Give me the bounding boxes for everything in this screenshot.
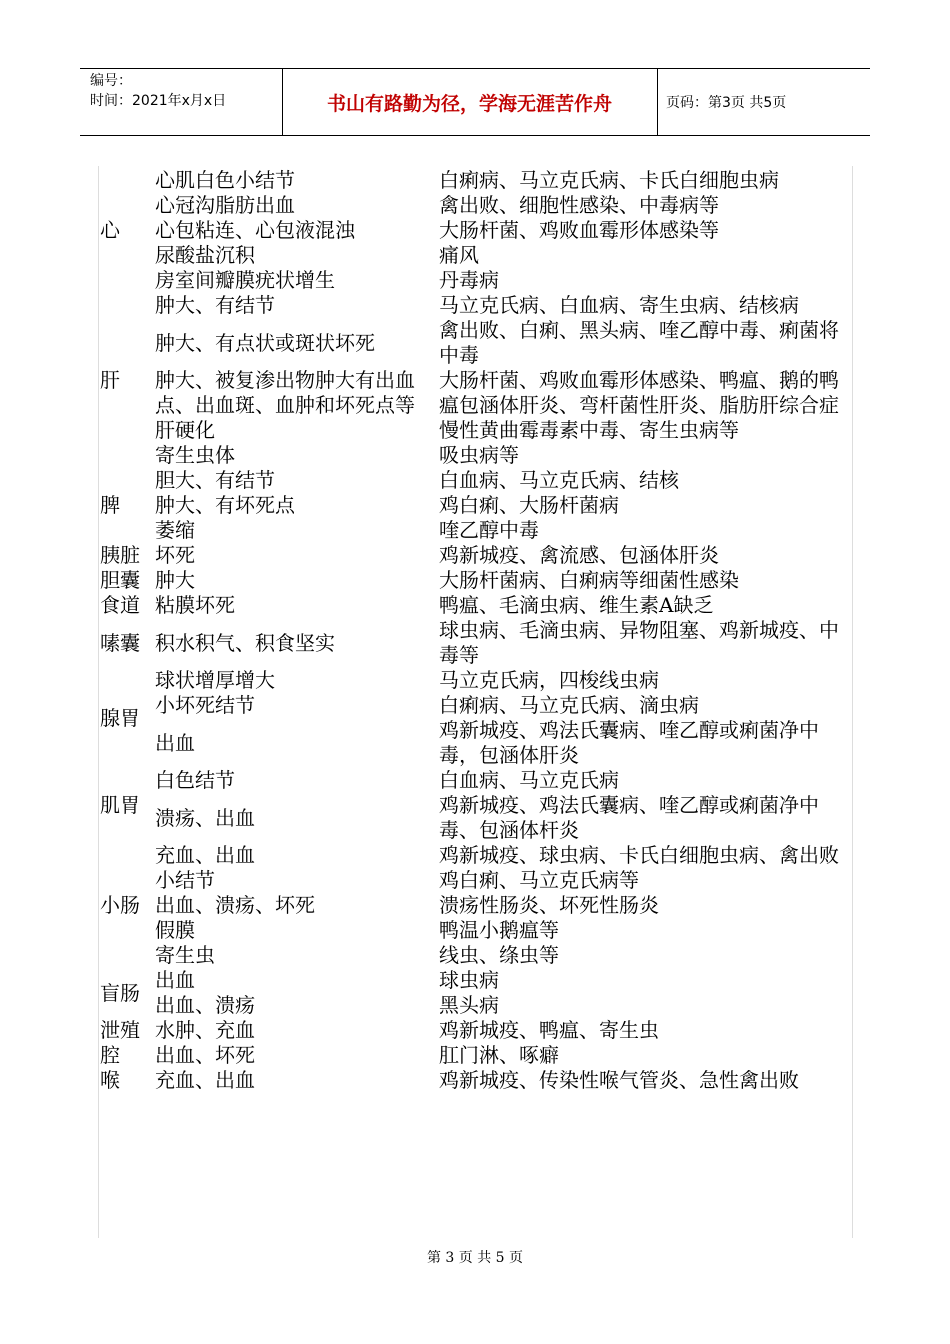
symptom-cell: 出血	[155, 730, 195, 755]
disease-cell: 鸡白痢、马立克氏病等	[439, 868, 639, 892]
table-right-border	[852, 166, 853, 1238]
table-row	[98, 893, 852, 918]
header-motto: 书山有路勤为径，学海无涯苦作舟	[326, 92, 612, 115]
symptom-cell: 充血、出血	[155, 843, 255, 867]
header-page-number: 页码：第3页 共5页	[666, 95, 787, 111]
table-row	[98, 1018, 852, 1043]
organ-cell: 食道	[100, 593, 140, 617]
table-row	[98, 418, 852, 443]
symptom-cell: 出血、溃疡、坏死	[155, 893, 315, 917]
symptom-cell: 肿大、被复渗出物肿大有出血点、出血斑、血肿和坏死点等	[155, 368, 415, 417]
organ-cell: 心	[100, 218, 120, 242]
symptom-cell: 寄生虫体	[155, 443, 235, 467]
disease-cell: 喹乙醇中毒	[439, 518, 539, 542]
page-header	[80, 68, 870, 136]
symptom-cell: 心肌白色小结节	[155, 168, 295, 192]
symptom-cell: 出血、坏死	[155, 1043, 255, 1067]
symptom-cell: 积水积气、积食坚实	[155, 630, 335, 655]
disease-cell: 球虫病、毛滴虫病、异物阻塞、鸡新城疫、中毒等	[439, 618, 839, 667]
disease-cell: 痛风	[439, 243, 479, 267]
symptom-cell: 心冠沟脂肪出血	[155, 193, 295, 217]
symptom-cell: 溃疡、出血	[155, 805, 255, 830]
disease-cell: 白血病、马立克氏病、结核	[439, 468, 679, 492]
disease-cell: 白血病、马立克氏病	[439, 768, 619, 792]
table-row	[98, 268, 852, 293]
disease-cell: 鸡新城疫、禽流感、包涵体肝炎	[439, 543, 719, 567]
symptom-cell: 肿大	[155, 568, 195, 592]
table-row	[98, 568, 852, 593]
page-footer: 第 3 页 共 5 页	[426, 1250, 524, 1266]
table-row	[98, 468, 852, 493]
symptom-cell: 出血	[155, 968, 195, 992]
disease-cell: 鸡新城疫、鸡法氏囊病、喹乙醇或痢菌净中毒，包涵体肝炎	[439, 718, 819, 767]
disease-cell: 鸡新城疫、球虫病、卡氏白细胞虫病、禽出败	[439, 843, 839, 867]
disease-cell: 吸虫病等	[439, 443, 519, 467]
disease-cell: 马立克氏病、白血病、寄生虫病、结核病	[439, 293, 799, 317]
table-row	[98, 543, 852, 568]
organ-cell: 脾	[100, 493, 120, 517]
lesion-table	[98, 168, 852, 1093]
disease-cell: 鸡新城疫、鸡法氏囊病、喹乙醇或痢菌净中毒、包涵体杆炎	[439, 793, 819, 842]
symptom-cell: 肝硬化	[155, 418, 215, 442]
table-row	[98, 918, 852, 943]
symptom-cell: 心包粘连、心包液混浊	[155, 218, 355, 242]
table-row	[98, 618, 852, 668]
table-row	[98, 168, 852, 193]
table-row	[98, 368, 852, 418]
disease-cell: 禽出败、白痢、黑头病、喹乙醇中毒、痢菌将中毒	[439, 318, 839, 367]
disease-cell: 溃疡性肠炎、坏死性肠炎	[439, 893, 659, 917]
organ-cell: 肌胃	[100, 793, 140, 817]
disease-cell: 鸭温小鹅瘟等	[439, 918, 559, 942]
disease-cell: 鸡白痢、大肠杆菌病	[439, 493, 619, 517]
disease-cell: 鸡新城疫、传染性喉气管炎、急性禽出败	[439, 1068, 799, 1092]
table-row	[98, 793, 852, 843]
symptom-cell: 胆大、有结节	[155, 468, 275, 492]
table-row	[98, 443, 852, 468]
disease-cell: 鸡新城疫、鸭瘟、寄生虫	[439, 1018, 659, 1042]
disease-cell: 白痢病、马立克氏病、滴虫病	[439, 693, 699, 717]
table-row	[98, 943, 852, 968]
organ-cell: 胰脏	[100, 543, 140, 567]
symptom-cell: 肿大、有点状或斑状坏死	[155, 330, 375, 355]
disease-cell: 丹毒病	[439, 268, 499, 292]
disease-cell: 线虫、绦虫等	[439, 943, 559, 967]
symptom-cell: 小结节	[155, 868, 215, 892]
symptom-cell: 寄生虫	[155, 943, 215, 967]
table-row	[98, 1068, 852, 1093]
table-row	[98, 668, 852, 693]
lesion-table-body	[98, 168, 852, 1093]
organ-cell: 嗉囊	[100, 630, 140, 655]
organ-cell: 胆囊	[100, 568, 140, 592]
table-row	[98, 968, 852, 993]
organ-cell: 盲肠	[100, 980, 140, 1005]
disease-cell: 慢性黄曲霉毒素中毒、寄生虫病等	[439, 418, 739, 442]
organ-cell: 喉	[100, 1068, 120, 1092]
symptom-cell: 萎缩	[155, 518, 195, 542]
table-row	[98, 1043, 852, 1068]
lesion-table-wrapper	[98, 168, 852, 1093]
code-label: 编号：	[90, 73, 132, 89]
disease-cell: 黑头病	[439, 993, 499, 1017]
table-row	[98, 218, 852, 243]
table-row	[98, 868, 852, 893]
symptom-cell: 球状增厚增大	[155, 668, 275, 692]
organ-cell: 泄殖腔	[100, 1018, 140, 1067]
disease-cell: 马立克氏病，四梭线虫病	[439, 668, 659, 692]
table-row	[98, 518, 852, 543]
table-row	[98, 768, 852, 793]
table-row	[98, 993, 852, 1018]
disease-cell: 大肠杆菌、鸡败血霉形体感染等	[439, 218, 719, 242]
disease-cell: 球虫病	[439, 968, 499, 992]
symptom-cell: 房室间瓣膜疣状增生	[155, 268, 335, 292]
table-row	[98, 318, 852, 368]
symptom-cell: 尿酸盐沉积	[155, 243, 255, 267]
table-row	[98, 243, 852, 268]
symptom-cell: 坏死	[155, 543, 195, 567]
header-divider	[657, 69, 658, 135]
disease-cell: 肛门淋、啄癖	[439, 1043, 559, 1067]
organ-cell: 肝	[100, 368, 120, 392]
symptom-cell: 假膜	[155, 918, 195, 942]
symptom-cell: 白色结节	[155, 768, 235, 792]
table-row	[98, 493, 852, 518]
symptom-cell: 出血、溃疡	[155, 993, 255, 1017]
table-row	[98, 193, 852, 218]
symptom-cell: 水肿、充血	[155, 1018, 255, 1042]
table-row	[98, 293, 852, 318]
disease-cell: 大肠杆菌病、白痢病等细菌性感染	[439, 568, 739, 592]
disease-cell: 禽出败、细胞性感染、中毒病等	[439, 193, 719, 217]
disease-cell: 白痢病、马立克氏病、卡氏白细胞虫病	[439, 168, 779, 192]
symptom-cell: 充血、出血	[155, 1068, 255, 1092]
time-label: 时间：2021年x月x日	[90, 93, 227, 109]
symptom-cell: 肿大、有结节	[155, 293, 275, 317]
organ-cell: 小肠	[100, 893, 140, 917]
table-row	[98, 843, 852, 868]
table-row	[98, 718, 852, 768]
table-row	[98, 693, 852, 718]
table-row	[98, 593, 852, 618]
header-meta	[90, 71, 226, 111]
symptom-cell: 小坏死结节	[155, 693, 255, 717]
symptom-cell: 肿大、有坏死点	[155, 493, 295, 517]
symptom-cell: 粘膜坏死	[155, 593, 235, 617]
organ-cell: 腺胃	[100, 705, 140, 730]
disease-cell: 大肠杆菌、鸡败血霉形体感染、鸭瘟、鹅的鸭瘟包涵体肝炎、弯杆菌性肝炎、脂肪肝综合症	[439, 368, 839, 417]
disease-cell: 鸭瘟、毛滴虫病、维生素A缺乏	[439, 593, 714, 617]
